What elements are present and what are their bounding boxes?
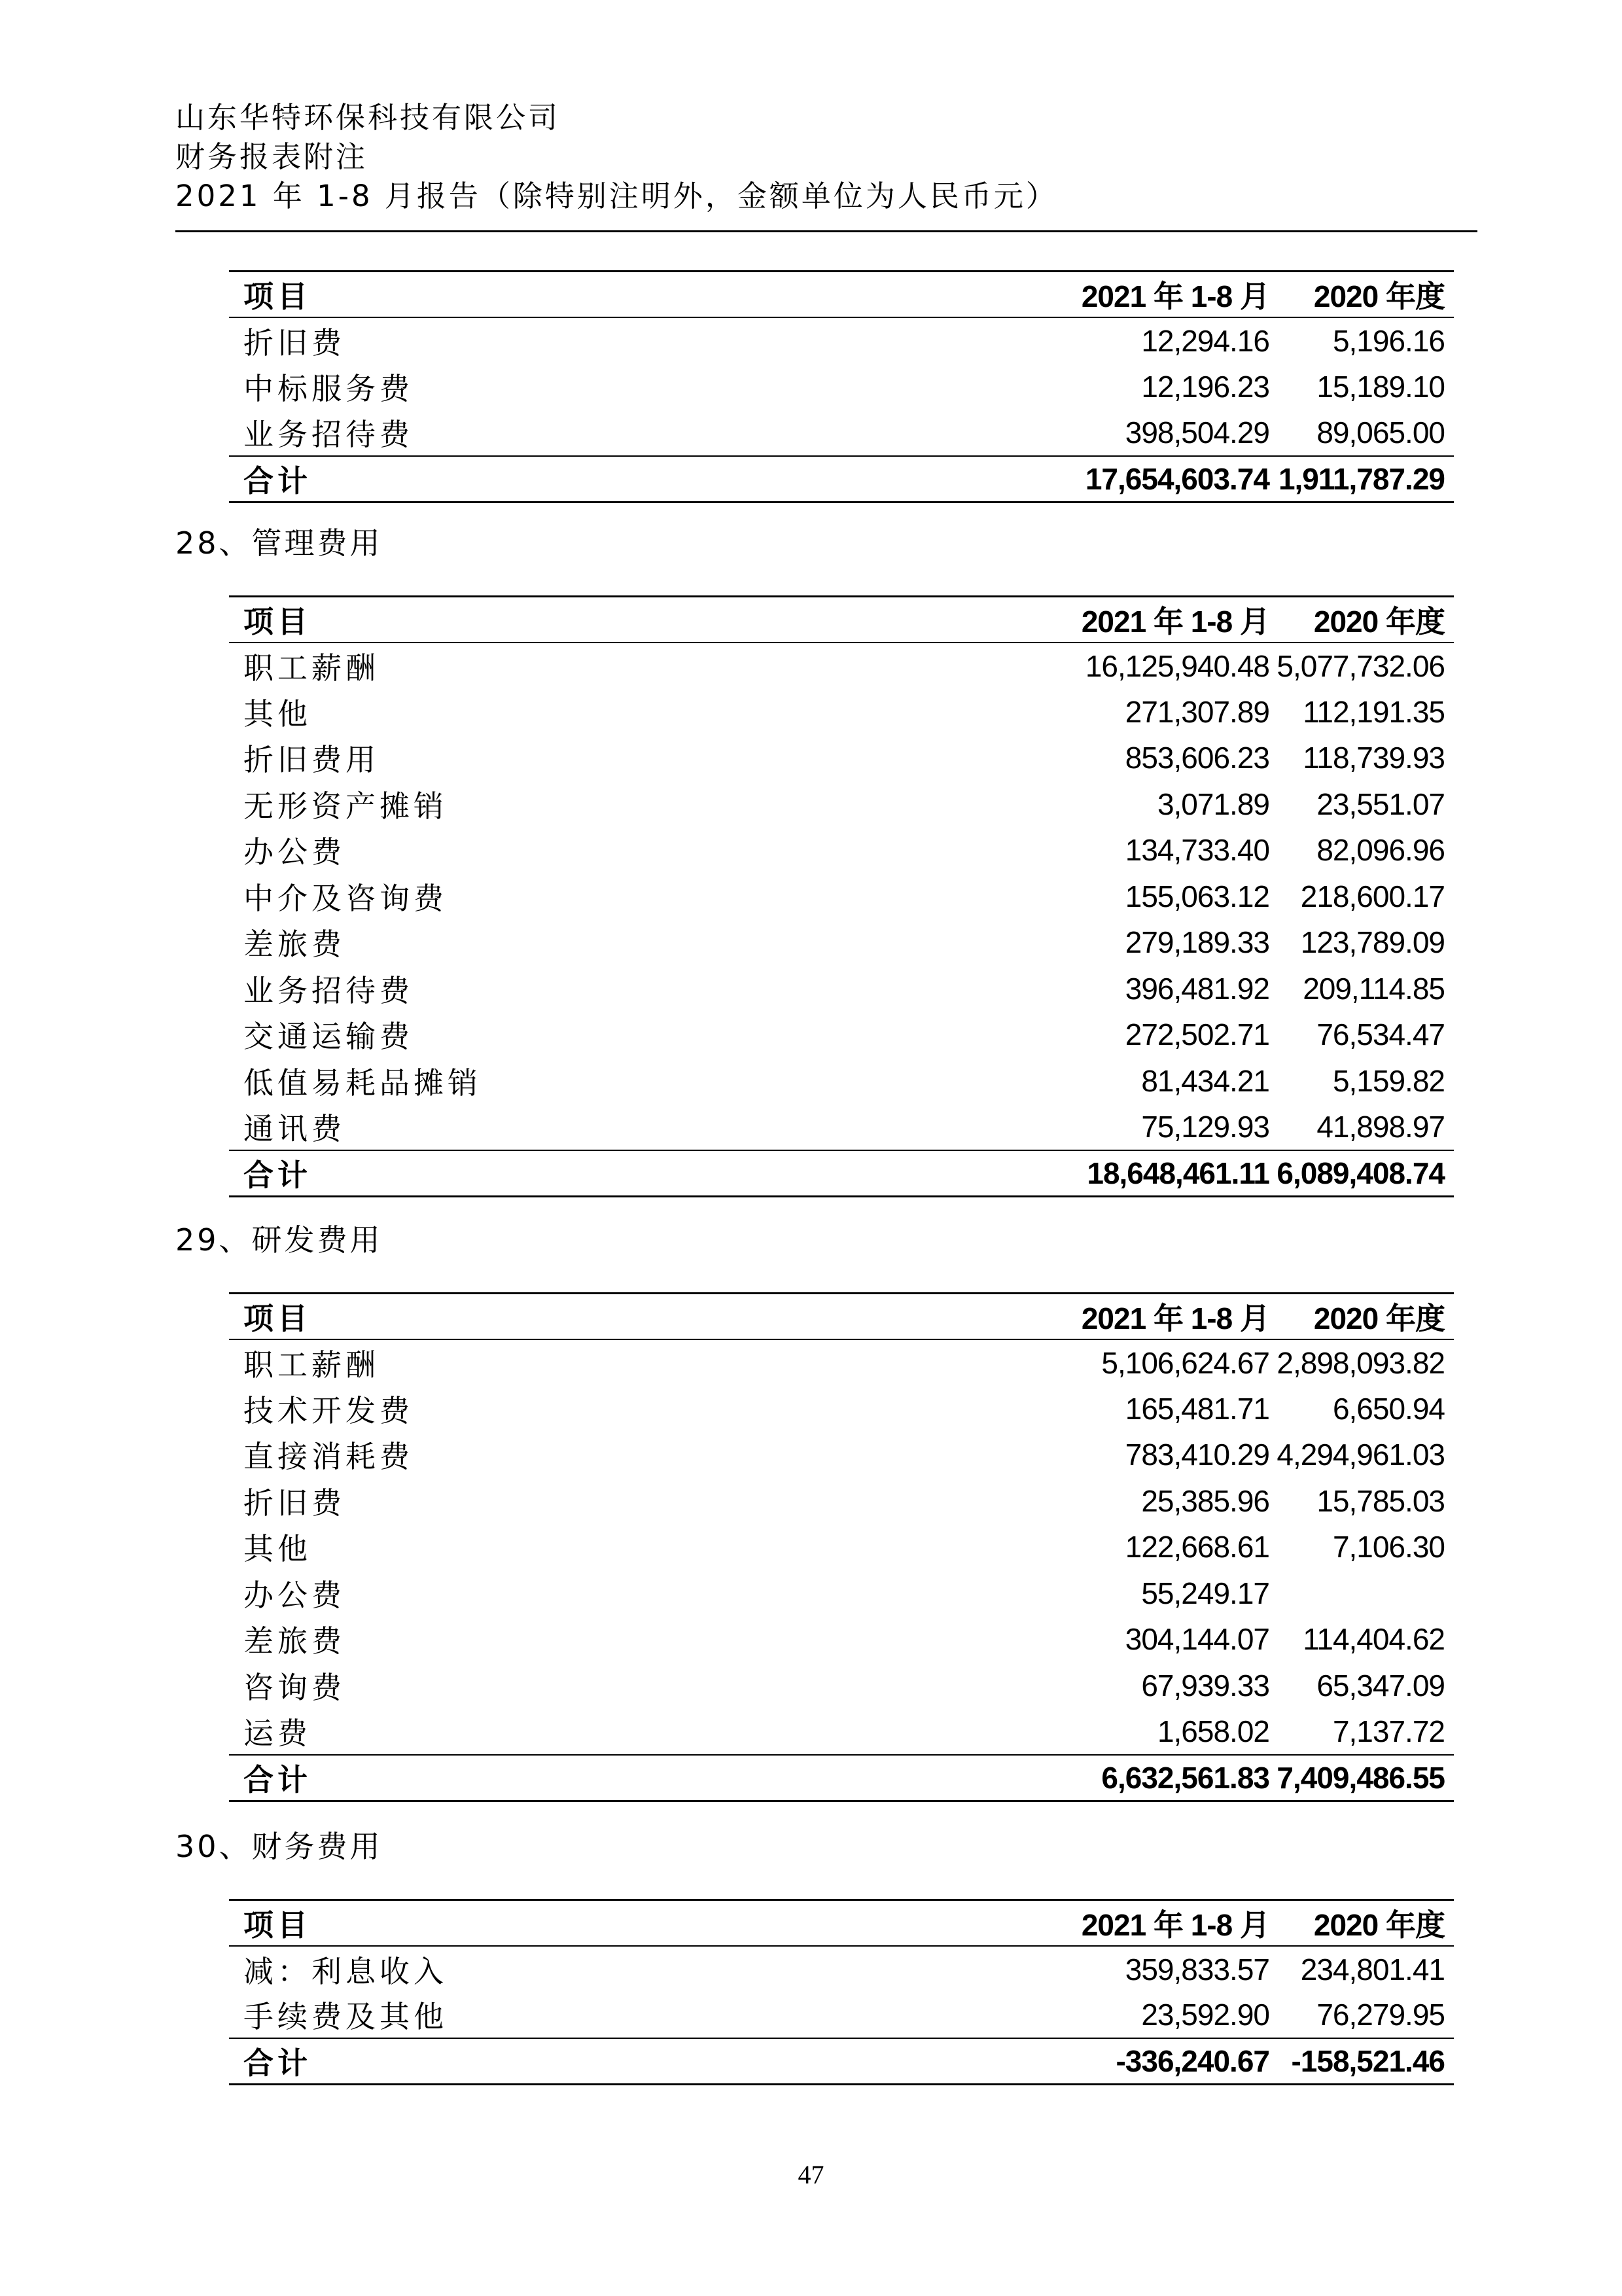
item-name-cell: 直接消耗费 xyxy=(243,1439,414,1475)
item-name-cell: 差旅费 xyxy=(243,1623,345,1659)
item-name-cell: 中介及咨询费 xyxy=(243,880,448,916)
section-title: 28、管理费用 xyxy=(175,525,383,561)
item-name-cell: 业务招待费 xyxy=(243,972,414,1008)
prior-year-cell: 234,801.41 xyxy=(1300,1952,1445,1987)
item-name-cell: 中标服务费 xyxy=(243,370,414,406)
item-name-cell: 技术开发费 xyxy=(243,1392,414,1428)
table-row xyxy=(229,781,1454,828)
current-period-cell: 1,658.02 xyxy=(1157,1714,1269,1748)
table-row xyxy=(229,1012,1454,1058)
prior-year-cell xyxy=(1269,1570,1454,1617)
current-period-cell: 396,481.92 xyxy=(1125,971,1269,1006)
item-name-cell: 项目 xyxy=(229,597,687,643)
prior-year-cell: 7,106.30 xyxy=(1332,1530,1445,1564)
table-row xyxy=(229,874,1454,920)
item-name-cell: 合计 xyxy=(229,1755,687,1801)
prior-year-cell: 209,114.85 xyxy=(1303,971,1445,1006)
item-name-cell: 项目 xyxy=(229,1294,687,1340)
table-total-row xyxy=(229,1150,1454,1197)
table-row xyxy=(229,643,1454,689)
prior-year-cell: 82,096.96 xyxy=(1316,833,1445,868)
item-name-cell: 合计 xyxy=(229,1150,687,1197)
item-name-cell: 交通运输费 xyxy=(243,1019,414,1055)
current-period-cell: 2021 年 1-8 月 xyxy=(687,1294,1269,1340)
prior-year-cell: 5,159.82 xyxy=(1332,1063,1445,1098)
prior-year-cell: -158,521.46 xyxy=(1269,2038,1454,2085)
table-row xyxy=(229,1478,1454,1525)
table-row xyxy=(229,1663,1454,1709)
prior-year-cell: 123,789.09 xyxy=(1300,925,1445,960)
prior-year-cell: 2020 年度 xyxy=(1269,1294,1454,1340)
table-row xyxy=(229,919,1454,966)
current-period-cell: 272,502.71 xyxy=(1125,1017,1269,1052)
prior-year-cell: 1,911,787.29 xyxy=(1269,456,1454,503)
item-name-cell: 无形资产摊销 xyxy=(243,788,448,824)
table-row xyxy=(229,1524,1454,1570)
current-period-cell: 2021 年 1-8 月 xyxy=(687,1900,1269,1947)
table-row xyxy=(229,1570,1454,1617)
section-finance-expense xyxy=(175,1824,1477,1869)
rd-expense-table xyxy=(229,1292,1454,1802)
prior-year-cell: 6,650.94 xyxy=(1332,1391,1445,1426)
table-row xyxy=(229,364,1454,410)
current-period-cell: 12,294.16 xyxy=(1141,323,1269,358)
table-total-row xyxy=(229,456,1454,503)
prior-year-cell: 6,089,408.74 xyxy=(1269,1150,1454,1197)
table-header-row xyxy=(229,1900,1454,1947)
table-row xyxy=(229,1386,1454,1432)
sales-expense-table xyxy=(229,270,1454,503)
current-period-cell: 5,106,624.67 xyxy=(1101,1345,1269,1380)
current-period-cell: 2021 年 1-8 月 xyxy=(687,272,1269,318)
item-name-cell: 其他 xyxy=(243,1531,311,1567)
item-name-cell: 通讯费 xyxy=(243,1110,345,1146)
item-name-cell: 减：利息收入 xyxy=(243,1953,448,1989)
prior-year-cell: 118,739.93 xyxy=(1303,741,1445,775)
current-period-cell: 279,189.33 xyxy=(1125,925,1269,960)
current-period-cell: 304,144.07 xyxy=(1125,1622,1269,1657)
table-total-row xyxy=(229,2038,1454,2085)
current-period-cell: 155,063.12 xyxy=(1125,879,1269,913)
item-name-cell: 项目 xyxy=(229,1900,687,1947)
prior-year-cell: 7,137.72 xyxy=(1332,1714,1445,1748)
table-row xyxy=(229,1946,1454,1992)
table-row xyxy=(229,1432,1454,1478)
prior-year-cell: 5,196.16 xyxy=(1332,323,1445,358)
prior-year-cell: 15,785.03 xyxy=(1316,1483,1445,1518)
item-name-cell: 合计 xyxy=(229,2038,687,2085)
prior-year-cell: 5,077,732.06 xyxy=(1277,648,1445,683)
prior-year-cell: 2020 年度 xyxy=(1269,272,1454,318)
item-name-cell: 其他 xyxy=(243,696,311,732)
table-row xyxy=(229,1104,1454,1150)
current-period-cell: 23,592.90 xyxy=(1141,1998,1269,2032)
document-title: 财务报表附注 xyxy=(175,139,368,174)
table-row xyxy=(229,410,1454,456)
company-name: 山东华特环保科技有限公司 xyxy=(175,100,561,135)
item-name-cell: 办公费 xyxy=(243,834,345,870)
table-row xyxy=(229,317,1454,364)
prior-year-cell: 2020 年度 xyxy=(1269,1900,1454,1947)
table-row xyxy=(229,1616,1454,1663)
prior-year-cell: 76,279.95 xyxy=(1316,1998,1445,2032)
prior-year-cell: 114,404.62 xyxy=(1303,1622,1445,1657)
prior-year-cell: 76,534.47 xyxy=(1316,1017,1445,1052)
current-period-cell: -336,240.67 xyxy=(687,2038,1269,2085)
prior-year-cell: 7,409,486.55 xyxy=(1269,1755,1454,1801)
table-row xyxy=(229,827,1454,874)
item-name-cell: 咨询费 xyxy=(243,1669,345,1705)
admin-expense-table xyxy=(229,595,1454,1197)
page-header xyxy=(175,98,1477,216)
current-period-cell: 853,606.23 xyxy=(1125,741,1269,775)
current-period-cell: 359,833.57 xyxy=(1125,1952,1269,1987)
table-row xyxy=(229,1339,1454,1386)
section-title: 30、财务费用 xyxy=(175,1829,383,1864)
current-period-cell: 75,129.93 xyxy=(1141,1109,1269,1144)
prior-year-cell: 65,347.09 xyxy=(1316,1668,1445,1703)
current-period-cell: 25,385.96 xyxy=(1141,1483,1269,1518)
table-row xyxy=(229,966,1454,1012)
prior-year-cell: 4,294,961.03 xyxy=(1277,1438,1445,1472)
item-name-cell: 项目 xyxy=(229,272,687,318)
table-header-row xyxy=(229,1294,1454,1340)
prior-year-cell: 218,600.17 xyxy=(1300,879,1445,913)
item-name-cell: 运费 xyxy=(243,1715,311,1751)
prior-year-cell: 15,189.10 xyxy=(1316,369,1445,404)
current-period-cell: 55,249.17 xyxy=(1141,1576,1269,1610)
current-period-cell: 2021 年 1-8 月 xyxy=(687,597,1269,643)
item-name-cell: 折旧费 xyxy=(243,1485,345,1521)
prior-year-cell: 112,191.35 xyxy=(1303,694,1445,729)
current-period-cell: 16,125,940.48 xyxy=(1085,648,1269,683)
item-name-cell: 低值易耗品摊销 xyxy=(243,1065,482,1101)
table-header-row xyxy=(229,597,1454,643)
current-period-cell: 17,654,603.74 xyxy=(687,456,1269,503)
item-name-cell: 职工薪酬 xyxy=(243,1347,379,1383)
header-divider xyxy=(175,230,1477,232)
current-period-cell: 165,481.71 xyxy=(1125,1391,1269,1426)
table-row xyxy=(229,1708,1454,1755)
prior-year-cell: 23,551.07 xyxy=(1316,786,1445,821)
current-period-cell: 6,632,561.83 xyxy=(687,1755,1269,1801)
period-note: 2021 年 1-8 月报告（除特别注明外，金额单位为人民币元） xyxy=(175,179,1058,213)
table-row xyxy=(229,1992,1454,2039)
current-period-cell: 134,733.40 xyxy=(1125,833,1269,868)
table-total-row xyxy=(229,1755,1454,1801)
page-number: 47 xyxy=(798,2160,824,2189)
prior-year-cell: 41,898.97 xyxy=(1316,1109,1445,1144)
section-rd-expense xyxy=(175,1217,1477,1263)
table-row xyxy=(229,1058,1454,1104)
item-name-cell: 折旧费 xyxy=(243,325,345,361)
item-name-cell: 折旧费用 xyxy=(243,742,379,778)
item-name-cell: 职工薪酬 xyxy=(243,650,379,686)
current-period-cell: 3,071.89 xyxy=(1157,786,1269,821)
finance-expense-table xyxy=(229,1899,1454,2085)
item-name-cell: 合计 xyxy=(229,456,687,503)
item-name-cell: 差旅费 xyxy=(243,927,345,963)
current-period-cell: 271,307.89 xyxy=(1125,694,1269,729)
current-period-cell: 12,196.23 xyxy=(1141,369,1269,404)
current-period-cell: 67,939.33 xyxy=(1141,1668,1269,1703)
current-period-cell: 18,648,461.11 xyxy=(687,1150,1269,1197)
prior-year-cell: 2,898,093.82 xyxy=(1277,1345,1445,1380)
current-period-cell: 783,410.29 xyxy=(1125,1438,1269,1472)
prior-year-cell: 2020 年度 xyxy=(1269,597,1454,643)
section-title: 29、研发费用 xyxy=(175,1222,383,1258)
item-name-cell: 办公费 xyxy=(243,1577,345,1613)
item-name-cell: 手续费及其他 xyxy=(243,1999,448,2035)
section-admin-expense xyxy=(175,520,1477,566)
prior-year-cell: 89,065.00 xyxy=(1316,415,1445,450)
table-header-row xyxy=(229,272,1454,318)
item-name-cell: 业务招待费 xyxy=(243,416,414,452)
table-row xyxy=(229,735,1454,781)
current-period-cell: 398,504.29 xyxy=(1125,415,1269,450)
current-period-cell: 81,434.21 xyxy=(1141,1063,1269,1098)
current-period-cell: 122,668.61 xyxy=(1125,1530,1269,1564)
table-row xyxy=(229,689,1454,735)
